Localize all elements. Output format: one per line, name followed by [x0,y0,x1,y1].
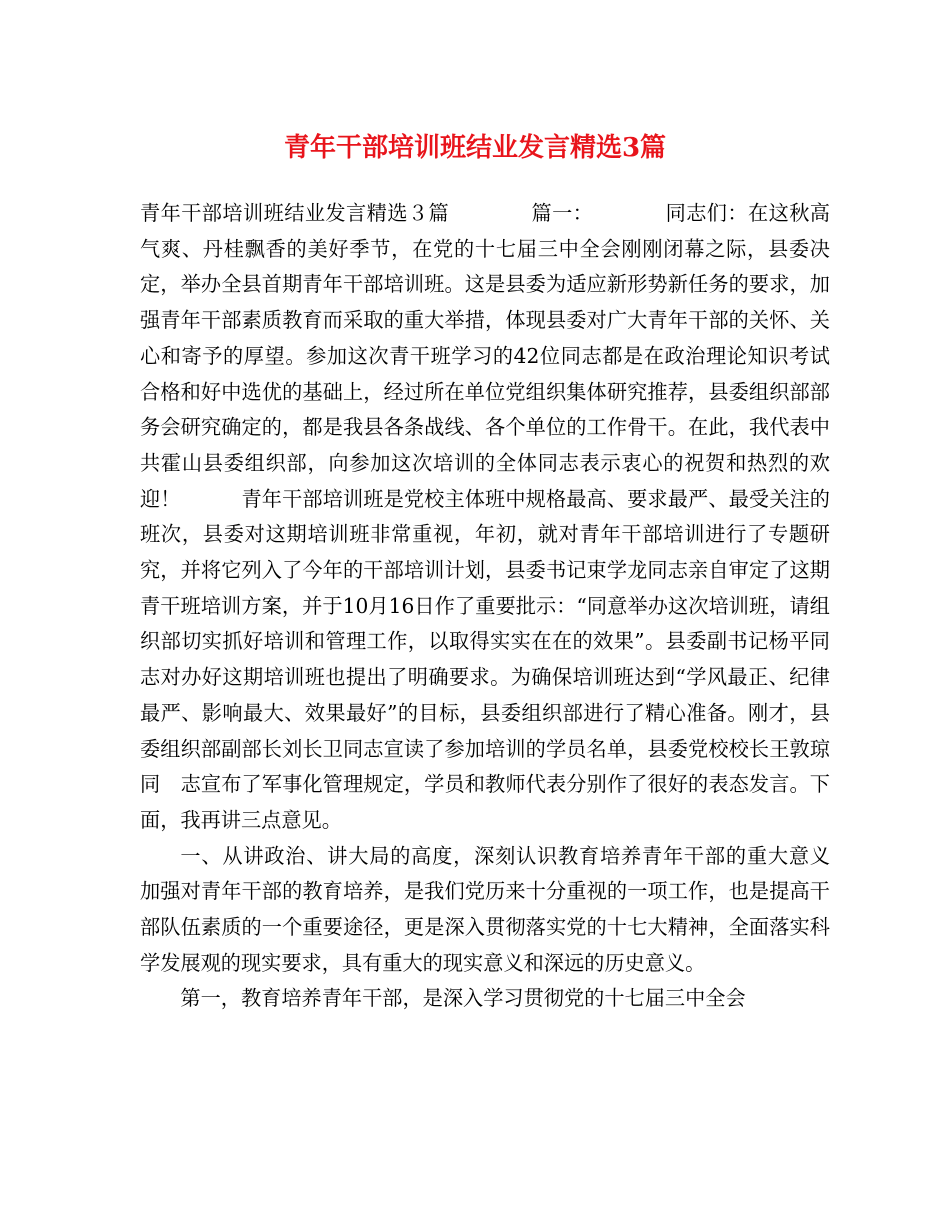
document-title: 青年干部培训班结业发言精选3篇 [283,133,667,163]
paragraph-point-one: 第一，教育培养青年干部，是深入学习贯彻党的十七届三中全会 [180,986,746,1011]
paragraph-intro: 青年干部培训班结业发言精选３篇 篇一： 同志们：在这秋高气爽、丹桂飘香的美好季节，在党的十七届三中全会刚刚闭幕之际，县委决定，举办全县首期青年干部培训班。这是县委为适应新形势新任务的要求，加强青年干部素质教育而采取的重大举措，体现县委对广大青年干部的关怀、关心和寄予的厚望。参加这次青干班学习的42位同志都是在政治理论知识考试合格和好中选优的基础上，经过所在单位党组织集体研究推荐，县委组织部部务会研究确定的，都是我县各条战线、各个单位的工作骨干。在此，我代表中共霍山县委组织部，向参加这次培训的全体同志表示衷心的祝贺和热烈的欢迎！ 青年干部培训班是党校主体班中规格最高、要求最严、最受关注的班次，县委对这期培训班非常重视，年初，就对青年干部培训进行了专题研究，并将它列入了今年的干部培训计划，县委书记束学龙同志亲自审定了这期青干班培训方案，并于10月16日作了重要批示：“同意举办这次培训班，请组织部切实抓好培训和管理工作，以取得实实在在的效果”。县委副书记杨平同志对办好这期培训班也提出了明确要求。为确保培训班达到“学风最正、纪律最严、影响最大、效果最好”的目标，县委组织部进行了精心准备。刚才，县委组织部副部长刘长卫同志宣读了参加培训的学员名单，县委党校校长王敦琼同 志宣布了军事化管理规定，学员和教师代表分别作了很好的表态发言。下面，我再讲三点意见。 [140,201,830,832]
document-body [140,196,891,1017]
paragraph-section-one: 一、从讲政治、讲大局的高度，深刻认识教育培养青年干部的重大意义 加强对青年干部的教育培养，是我们党历来十分重视的一项工作，也是提高干部队伍素质的一个重要途径，更是深入贯彻落实党的十七大精神，全面落实科学发展观的现实要求，具有重大的现实意义和深远的历史意义。 [140,843,891,975]
